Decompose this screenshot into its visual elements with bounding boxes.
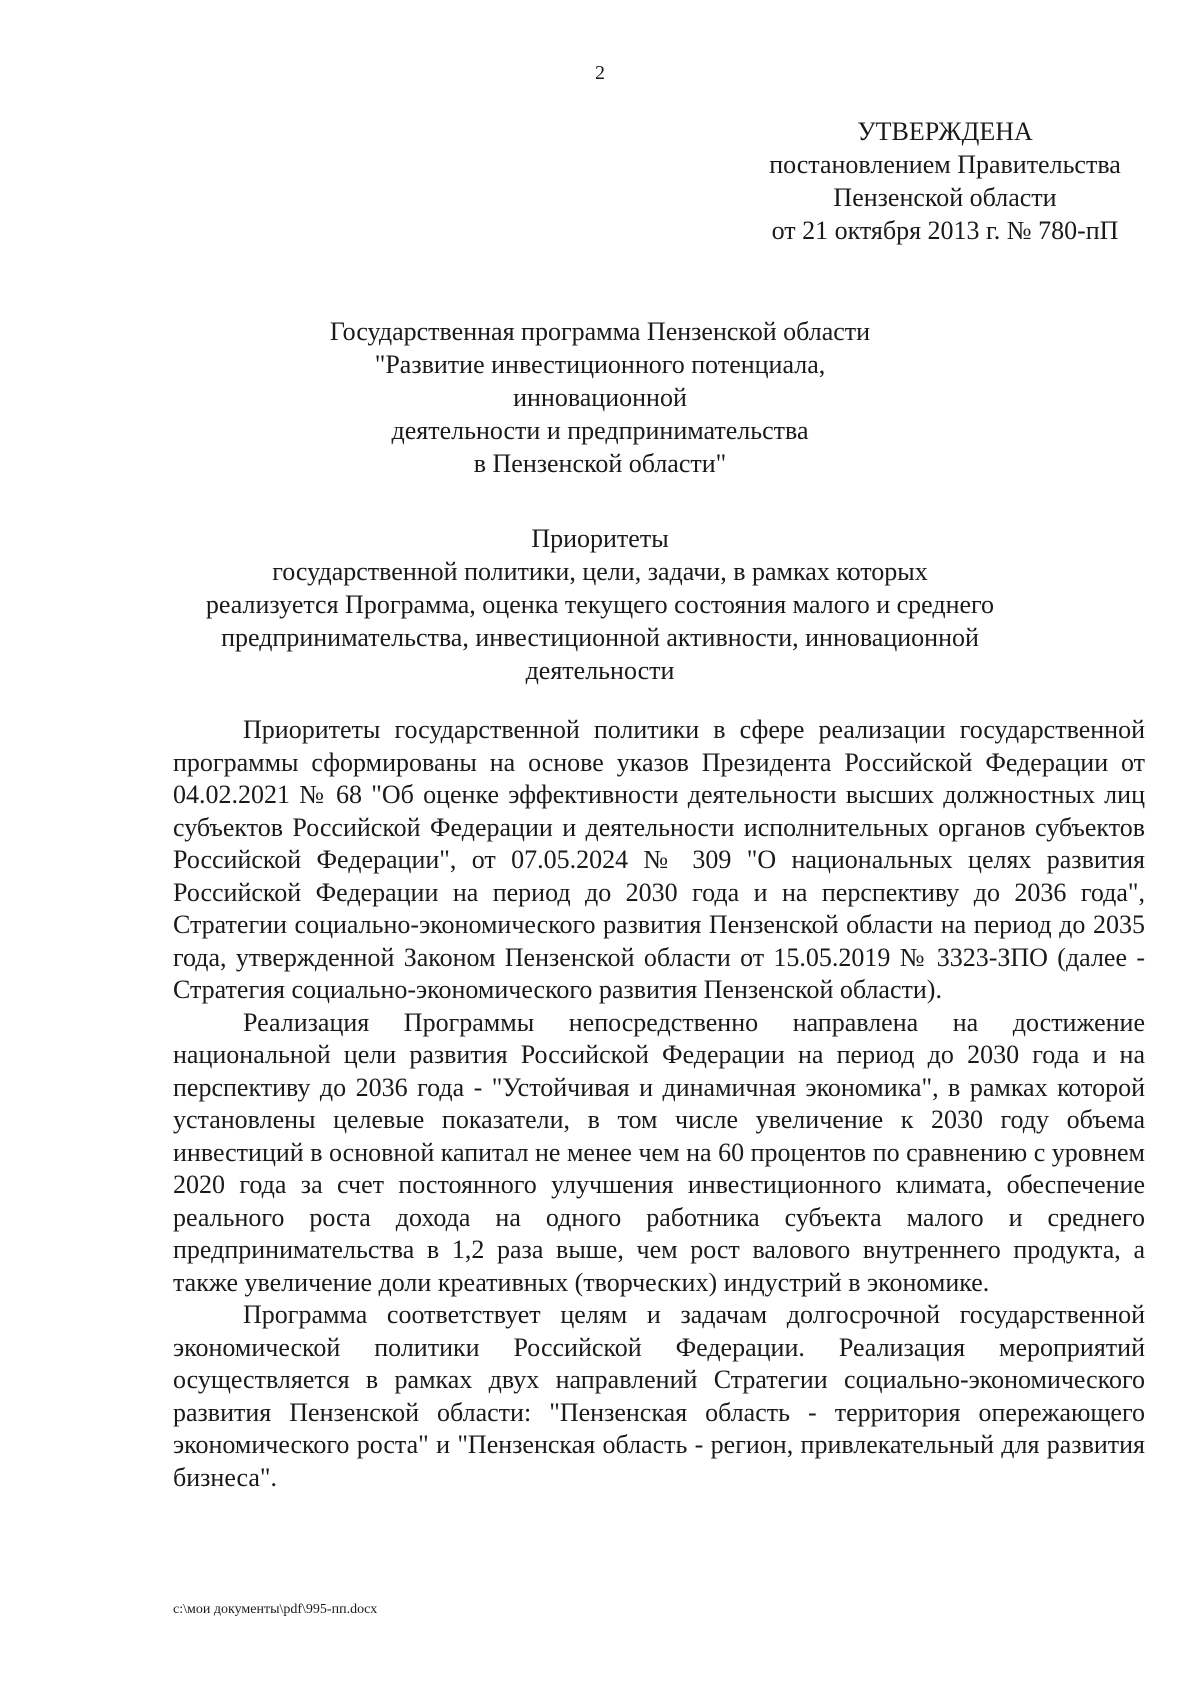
file-path-footer: c:\мои документы\pdf\995-пп.docx xyxy=(173,1602,378,1617)
program-title-line-4: в Пензенской области" xyxy=(473,449,727,478)
body-text xyxy=(173,714,1145,1494)
approval-line-3: от 21 октября 2013 г. № 780-пП xyxy=(771,216,1119,245)
approval-stamp xyxy=(745,115,1145,247)
section-heading-line-3: реализуется Программа, оценка текущего состояния малого и среднего xyxy=(205,590,995,619)
approval-title: УТВЕРЖДЕНА xyxy=(857,117,1033,146)
program-title-line-2: "Развитие инвестиционного потенциала, инновационной xyxy=(374,350,826,412)
approval-line-1: постановлением Правительства xyxy=(769,150,1121,179)
section-heading-line-2: государственной политики, цели, задачи, в рамках которых xyxy=(272,557,928,586)
program-title-line-1: Государственная программа Пензенской области xyxy=(329,317,871,346)
section-heading-line-5: деятельности xyxy=(525,656,675,685)
page-number: 2 xyxy=(595,62,605,84)
paragraph-3: Программа соответствует целям и задачам долгосрочной государственной экономической политики Российской Федерации. Реализация мероприятий осуществляется в рамках двух направлений Стратегии социально-экономического развития Пензенской области: "Пензенская область - территория опережающего экономического роста" и "Пензенская область - регион, привлекательный для развития бизнеса". xyxy=(173,1300,1145,1492)
approval-line-2: Пензенской области xyxy=(833,183,1057,212)
paragraph-1: Приоритеты государственной политики в сфере реализации государственной программы сформированы на основе указов Президента Российской Федерации от 04.02.2021 № 68 "Об оценке эффективности деятельности высших должностных лиц субъектов Российской Федерации и деятельности исполнительных органов субъектов Российской Федерации", от 07.05.2024 № 309 "О национальных целях развития Российской Федерации на период до 2030 года и на перспективу до 2036 года", Стратегии социально-экономического развития Пензенской области на период до 2035 года, утвержденной Законом Пензенской области от 15.05.2019 № 3323-ЗПО (далее - Стратегия социально-экономического развития Пензенской области). xyxy=(173,715,1145,1004)
paragraph-2: Реализация Программы непосредственно направлена на достижение национальной цели развития Российской Федерации на период до 2030 года и на перспективу до 2036 года - "Устойчивая и динамичная экономика", в рамках которой установлены целевые показатели, в том числе увеличение к 2030 году объема инвестиций в основной капитал не менее чем на 60 процентов по сравнению с уровнем 2020 года за счет постоянного улучшения инвестиционного климата, обеспечение реального роста дохода на одного работника субъекта малого и среднего предпринимательства в 1,2 раза выше, чем рост валового внутреннего продукта, а также увеличение доли креативных (творческих) индустрий в экономике. xyxy=(173,1007,1145,1297)
section-heading-line-1: Приоритеты xyxy=(531,524,669,553)
section-heading-line-4: предпринимательства, инвестиционной активности, инновационной xyxy=(221,623,979,652)
program-title xyxy=(300,315,900,480)
section-heading xyxy=(200,522,1000,687)
program-title-line-3: деятельности и предпринимательства xyxy=(391,416,809,445)
